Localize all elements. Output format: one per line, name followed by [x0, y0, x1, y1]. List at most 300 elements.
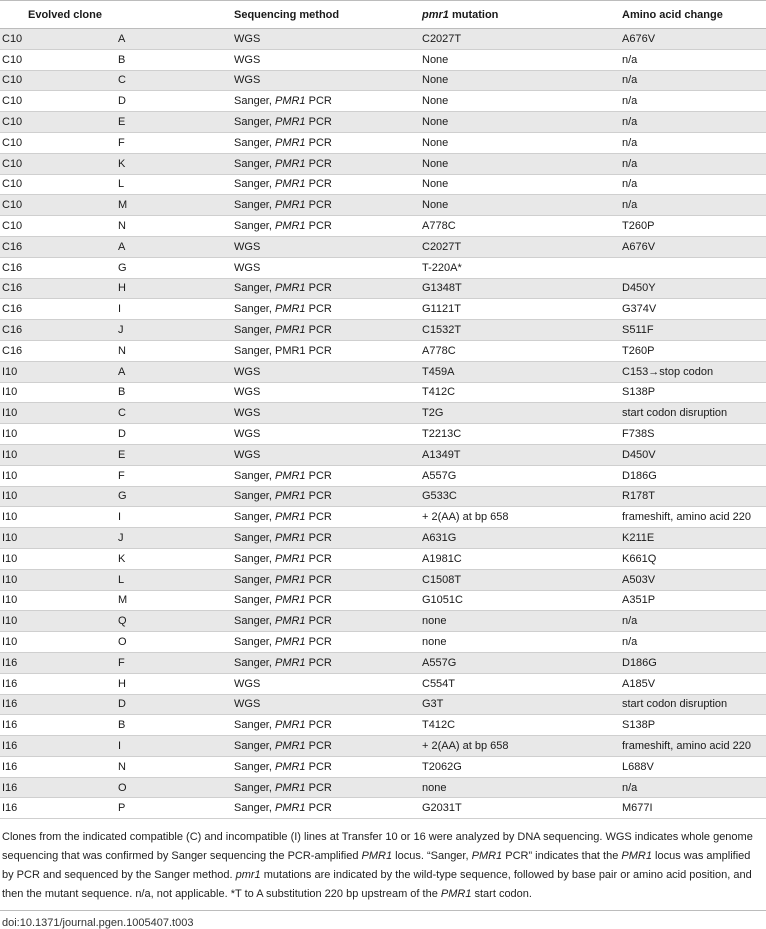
cell-pmr1-mutation: T412C	[418, 382, 618, 403]
cell-line: I10	[0, 361, 118, 382]
caption-segment: mutations are indicated by the wild-type sequence, followed by base pair or amino acid position, and then the mutant sequence. n/a, not applicable. *T to A substitution 220 bp upstream of the	[2, 869, 752, 901]
method-suffix: PCR	[305, 199, 332, 212]
cell-sequencing-method	[230, 632, 418, 653]
table-row	[0, 465, 766, 486]
cell-amino-acid-change: A676V	[618, 236, 766, 257]
method-suffix: PCR	[305, 573, 332, 586]
method-prefix: WGS	[234, 677, 261, 690]
cell-pmr1-mutation: G3T	[418, 694, 618, 715]
cell-amino-acid-change: n/a	[618, 632, 766, 653]
cell-amino-acid-change: C153→stop codon	[618, 361, 766, 382]
cell-sequencing-method	[230, 756, 418, 777]
cell-pmr1-mutation: G2031T	[418, 798, 618, 819]
method-gene-italic: PMR1	[274, 199, 306, 212]
cell-line: C10	[0, 29, 118, 50]
cell-pmr1-mutation: None	[418, 174, 618, 195]
method-prefix: Sanger,	[234, 324, 275, 337]
method-prefix: Sanger,	[234, 303, 275, 316]
cell-line: C10	[0, 216, 118, 237]
cell-line: I16	[0, 777, 118, 798]
cell-line: C16	[0, 340, 118, 361]
method-gene-italic: PMR1	[274, 781, 306, 794]
cell-amino-acid-change: n/a	[618, 91, 766, 112]
method-prefix: Sanger,	[234, 781, 275, 794]
method-suffix: PCR	[305, 615, 332, 628]
cell-amino-acid-change: T260P	[618, 216, 766, 237]
cell-amino-acid-change: A503V	[618, 569, 766, 590]
cell-amino-acid-change: frameshift, amino acid 220	[618, 507, 766, 528]
cell-pmr1-mutation: G1051C	[418, 590, 618, 611]
cell-line: C10	[0, 132, 118, 153]
method-suffix: PCR	[305, 594, 332, 607]
cell-pmr1-mutation: none	[418, 632, 618, 653]
cell-sequencing-method	[230, 528, 418, 549]
cell-sequencing-method	[230, 216, 418, 237]
method-gene-italic: PMR1	[274, 760, 306, 773]
method-prefix: WGS	[234, 698, 261, 711]
table-row	[0, 548, 766, 569]
method-suffix: PCR	[305, 739, 332, 752]
cell-clone: I	[118, 507, 230, 528]
method-suffix: PCR	[305, 324, 332, 337]
header-sequencing-method: Sequencing method	[230, 1, 418, 29]
cell-amino-acid-change: start codon disruption	[618, 694, 766, 715]
method-gene-italic: PMR1	[274, 324, 306, 337]
method-prefix: Sanger,	[234, 199, 275, 212]
method-prefix: Sanger,	[234, 95, 275, 108]
method-suffix: PCR	[305, 95, 332, 108]
table-row	[0, 112, 766, 133]
cell-pmr1-mutation: None	[418, 195, 618, 216]
cell-clone: A	[118, 29, 230, 50]
method-prefix: Sanger,	[234, 178, 275, 191]
cell-sequencing-method	[230, 361, 418, 382]
cell-sequencing-method	[230, 278, 418, 299]
table-row	[0, 257, 766, 278]
header-mutation-suffix: mutation	[448, 8, 499, 21]
table-row	[0, 195, 766, 216]
cell-pmr1-mutation: A1349T	[418, 444, 618, 465]
method-prefix: Sanger,	[234, 719, 275, 732]
cell-clone: O	[118, 777, 230, 798]
cell-sequencing-method	[230, 29, 418, 50]
cell-clone: I	[118, 299, 230, 320]
method-gene-italic: PMR1	[274, 594, 306, 607]
method-suffix: PCR	[305, 303, 332, 316]
method-suffix: PCR	[305, 116, 332, 129]
caption-segment: Clones from the indicated compatible (C) and incompatible (I) lines at Transfer 10 or 16 were analyzed by DNA sequencing. WGS indicates whole genome sequencing that was confirmed by Sanger sequencing the PCR-amplified	[2, 831, 753, 863]
cell-amino-acid-change: n/a	[618, 777, 766, 798]
cell-pmr1-mutation: A778C	[418, 216, 618, 237]
table-row	[0, 652, 766, 673]
method-gene-italic: PMR1	[274, 739, 306, 752]
cell-amino-acid-change: n/a	[618, 153, 766, 174]
method-suffix: PCR	[305, 532, 332, 545]
cell-line: I16	[0, 736, 118, 757]
cell-line: C16	[0, 320, 118, 341]
cell-sequencing-method	[230, 70, 418, 91]
cell-clone: J	[118, 320, 230, 341]
caption-italic-segment: PMR1	[621, 850, 652, 863]
cell-clone: D	[118, 694, 230, 715]
table-header-row	[0, 1, 766, 29]
cell-amino-acid-change: D186G	[618, 652, 766, 673]
cell-line: C10	[0, 91, 118, 112]
method-gene-italic: PMR1	[274, 719, 306, 732]
cell-pmr1-mutation: None	[418, 49, 618, 70]
cell-line: I16	[0, 798, 118, 819]
cell-clone: K	[118, 548, 230, 569]
table-row	[0, 528, 766, 549]
cell-clone: E	[118, 112, 230, 133]
table-row	[0, 299, 766, 320]
cell-pmr1-mutation: none	[418, 611, 618, 632]
method-gene-italic: PMR1	[274, 615, 306, 628]
cell-pmr1-mutation: G533C	[418, 486, 618, 507]
cell-line: I10	[0, 528, 118, 549]
cell-clone: M	[118, 195, 230, 216]
table-row	[0, 632, 766, 653]
table-row	[0, 236, 766, 257]
cell-pmr1-mutation: None	[418, 153, 618, 174]
cell-amino-acid-change: n/a	[618, 112, 766, 133]
method-gene-italic: PMR1	[274, 802, 306, 815]
cell-amino-acid-change: S138P	[618, 382, 766, 403]
table-row	[0, 611, 766, 632]
cell-line: I16	[0, 715, 118, 736]
cell-amino-acid-change	[618, 257, 766, 278]
cell-line: C10	[0, 153, 118, 174]
method-prefix: Sanger,	[234, 573, 275, 586]
cell-line: C10	[0, 70, 118, 91]
cell-line: C16	[0, 299, 118, 320]
cell-clone: G	[118, 257, 230, 278]
cell-amino-acid-change: R178T	[618, 486, 766, 507]
header-pmr1-mutation	[418, 1, 618, 29]
cell-clone: H	[118, 278, 230, 299]
cell-pmr1-mutation: None	[418, 70, 618, 91]
cell-pmr1-mutation: T2062G	[418, 756, 618, 777]
table-row	[0, 569, 766, 590]
table-row	[0, 444, 766, 465]
cell-clone: C	[118, 403, 230, 424]
cell-sequencing-method	[230, 736, 418, 757]
method-gene-italic: PMR1	[274, 656, 306, 669]
table-row	[0, 70, 766, 91]
method-prefix: Sanger,	[234, 116, 275, 129]
cell-amino-acid-change: D450Y	[618, 278, 766, 299]
cell-clone: F	[118, 652, 230, 673]
cell-sequencing-method	[230, 132, 418, 153]
table-row	[0, 174, 766, 195]
caption-segment: locus. “Sanger,	[392, 850, 472, 863]
cell-line: C16	[0, 236, 118, 257]
method-gene-italic: PMR1	[274, 573, 306, 586]
cell-sequencing-method	[230, 424, 418, 445]
cell-clone: A	[118, 361, 230, 382]
cell-pmr1-mutation: G1121T	[418, 299, 618, 320]
cell-clone: L	[118, 174, 230, 195]
method-prefix: WGS	[234, 386, 261, 399]
cell-clone: Q	[118, 611, 230, 632]
cell-line: C16	[0, 278, 118, 299]
cell-sequencing-method	[230, 694, 418, 715]
method-gene-italic: PMR1	[274, 157, 306, 170]
cell-amino-acid-change: n/a	[618, 195, 766, 216]
cell-clone: D	[118, 91, 230, 112]
method-gene-italic: PMR1	[274, 469, 306, 482]
cell-sequencing-method	[230, 195, 418, 216]
cell-clone: L	[118, 569, 230, 590]
method-gene-italic: PMR1	[274, 220, 306, 233]
method-prefix: Sanger, PMR1 PCR	[234, 344, 332, 357]
method-prefix: WGS	[234, 53, 261, 66]
method-prefix: WGS	[234, 240, 261, 253]
method-prefix: Sanger,	[234, 469, 275, 482]
table-row	[0, 320, 766, 341]
cell-amino-acid-change: A185V	[618, 673, 766, 694]
caption-italic-segment: PMR1	[361, 850, 393, 863]
method-prefix: Sanger,	[234, 594, 275, 607]
cell-sequencing-method	[230, 112, 418, 133]
caption-segment: start codon.	[471, 888, 532, 901]
cell-sequencing-method	[230, 444, 418, 465]
cell-pmr1-mutation: none	[418, 777, 618, 798]
cell-pmr1-mutation: A778C	[418, 340, 618, 361]
cell-pmr1-mutation: + 2(AA) at bp 658	[418, 507, 618, 528]
cell-amino-acid-change: start codon disruption	[618, 403, 766, 424]
cell-pmr1-mutation: A1981C	[418, 548, 618, 569]
cell-sequencing-method	[230, 507, 418, 528]
method-suffix: PCR	[305, 636, 332, 648]
table-row	[0, 403, 766, 424]
cell-sequencing-method	[230, 569, 418, 590]
cell-line: C16	[0, 257, 118, 278]
cell-clone: N	[118, 756, 230, 777]
cell-line: I10	[0, 403, 118, 424]
table-row	[0, 486, 766, 507]
method-gene-italic: PMR1	[274, 552, 306, 565]
method-prefix: Sanger,	[234, 552, 275, 565]
cell-clone: N	[118, 340, 230, 361]
caption-segment: PCR” indicates that the	[502, 850, 622, 863]
cell-line: I10	[0, 486, 118, 507]
cell-line: I10	[0, 444, 118, 465]
method-suffix: PCR	[305, 220, 332, 233]
table-caption	[0, 828, 766, 904]
cell-clone: B	[118, 715, 230, 736]
cell-sequencing-method	[230, 320, 418, 341]
cell-clone: F	[118, 132, 230, 153]
cell-line: I10	[0, 632, 118, 653]
method-prefix: Sanger,	[234, 636, 275, 648]
cell-line: I10	[0, 611, 118, 632]
table-row	[0, 673, 766, 694]
cell-sequencing-method	[230, 590, 418, 611]
cell-sequencing-method	[230, 236, 418, 257]
method-prefix: WGS	[234, 74, 261, 87]
cell-pmr1-mutation: C1508T	[418, 569, 618, 590]
cell-clone: P	[118, 798, 230, 819]
cell-sequencing-method	[230, 174, 418, 195]
method-suffix: PCR	[305, 178, 332, 191]
cell-sequencing-method	[230, 257, 418, 278]
method-prefix: Sanger,	[234, 656, 275, 669]
method-suffix: PCR	[305, 781, 332, 794]
method-suffix: PCR	[305, 719, 332, 732]
method-suffix: PCR	[305, 469, 332, 482]
cell-sequencing-method	[230, 486, 418, 507]
table-row	[0, 340, 766, 361]
cell-sequencing-method	[230, 548, 418, 569]
cell-pmr1-mutation: C1532T	[418, 320, 618, 341]
method-prefix: Sanger,	[234, 532, 275, 545]
cell-clone: K	[118, 153, 230, 174]
method-gene-italic: PMR1	[274, 490, 306, 503]
cell-line: C10	[0, 174, 118, 195]
method-gene-italic: PMR1	[274, 116, 306, 129]
method-gene-italic: PMR1	[274, 136, 306, 149]
cell-pmr1-mutation: T-220A*	[418, 257, 618, 278]
header-amino-acid-change: Amino acid change	[618, 1, 766, 29]
cell-sequencing-method	[230, 652, 418, 673]
cell-sequencing-method	[230, 49, 418, 70]
method-prefix: WGS	[234, 448, 261, 461]
cell-sequencing-method	[230, 153, 418, 174]
method-prefix: Sanger,	[234, 615, 275, 628]
cell-pmr1-mutation: A557G	[418, 465, 618, 486]
method-suffix: PCR	[305, 802, 332, 815]
table-row	[0, 507, 766, 528]
cell-pmr1-mutation: T459A	[418, 361, 618, 382]
method-suffix: PCR	[305, 760, 332, 773]
cell-amino-acid-change: M677I	[618, 798, 766, 819]
cell-clone: B	[118, 382, 230, 403]
table-row	[0, 756, 766, 777]
cell-pmr1-mutation: T2G	[418, 403, 618, 424]
method-gene-italic: PMR1	[274, 95, 306, 108]
method-suffix: PCR	[305, 656, 332, 669]
caption-italic-segment: pmr1	[235, 869, 261, 882]
cell-sequencing-method	[230, 299, 418, 320]
cell-amino-acid-change: n/a	[618, 132, 766, 153]
cell-line: C10	[0, 195, 118, 216]
cell-clone: G	[118, 486, 230, 507]
cell-pmr1-mutation: C2027T	[418, 29, 618, 50]
cell-sequencing-method	[230, 91, 418, 112]
table-row	[0, 29, 766, 50]
cell-line: I16	[0, 652, 118, 673]
method-prefix: Sanger,	[234, 802, 275, 815]
cell-clone: A	[118, 236, 230, 257]
cell-amino-acid-change: L688V	[618, 756, 766, 777]
cell-clone: J	[118, 528, 230, 549]
method-prefix: Sanger,	[234, 157, 275, 170]
cell-amino-acid-change: A676V	[618, 29, 766, 50]
method-prefix: Sanger,	[234, 220, 275, 233]
method-gene-italic: PMR1	[274, 511, 306, 524]
header-spacer	[118, 1, 230, 29]
table-row	[0, 216, 766, 237]
method-gene-italic: PMR1	[274, 532, 306, 545]
cell-amino-acid-change: D450V	[618, 444, 766, 465]
cell-clone: E	[118, 444, 230, 465]
cell-clone: N	[118, 216, 230, 237]
cell-sequencing-method	[230, 403, 418, 424]
cell-sequencing-method	[230, 340, 418, 361]
cell-amino-acid-change: K661Q	[618, 548, 766, 569]
caption-italic-segment: PMR1	[440, 888, 472, 901]
cell-pmr1-mutation: A631G	[418, 528, 618, 549]
method-prefix: WGS	[234, 365, 261, 378]
method-gene-italic: PMR1	[274, 282, 306, 295]
cell-line: I16	[0, 756, 118, 777]
cell-pmr1-mutation: None	[418, 132, 618, 153]
cell-pmr1-mutation: A557G	[418, 652, 618, 673]
cell-line: I10	[0, 590, 118, 611]
table-row	[0, 132, 766, 153]
table-row	[0, 361, 766, 382]
cell-amino-acid-change: F738S	[618, 424, 766, 445]
cell-amino-acid-change: n/a	[618, 49, 766, 70]
table-row	[0, 91, 766, 112]
cell-amino-acid-change: n/a	[618, 174, 766, 195]
method-suffix: PCR	[305, 490, 332, 503]
cell-line: I10	[0, 424, 118, 445]
cell-line: C10	[0, 49, 118, 70]
cell-sequencing-method	[230, 715, 418, 736]
cell-clone: O	[118, 632, 230, 653]
cell-amino-acid-change: T260P	[618, 340, 766, 361]
table-body	[0, 29, 766, 819]
cell-amino-acid-change: frameshift, amino acid 220	[618, 736, 766, 757]
cell-amino-acid-change: S138P	[618, 715, 766, 736]
cell-clone: I	[118, 736, 230, 757]
cell-sequencing-method	[230, 382, 418, 403]
table-row	[0, 736, 766, 757]
method-prefix: Sanger,	[234, 282, 275, 295]
method-prefix: Sanger,	[234, 760, 275, 773]
cell-clone: F	[118, 465, 230, 486]
cell-pmr1-mutation: None	[418, 91, 618, 112]
method-prefix: WGS	[234, 261, 261, 274]
cell-sequencing-method	[230, 673, 418, 694]
method-prefix: Sanger,	[234, 136, 275, 149]
table-row	[0, 777, 766, 798]
cell-amino-acid-change: A351P	[618, 590, 766, 611]
table-row	[0, 715, 766, 736]
cell-line: I10	[0, 569, 118, 590]
cell-amino-acid-change: K211E	[618, 528, 766, 549]
cell-line: I10	[0, 548, 118, 569]
table-row	[0, 424, 766, 445]
cell-pmr1-mutation: G1348T	[418, 278, 618, 299]
cell-pmr1-mutation: None	[418, 112, 618, 133]
method-prefix: WGS	[234, 407, 261, 420]
cell-line: I16	[0, 673, 118, 694]
method-prefix: Sanger,	[234, 511, 275, 524]
method-suffix: PCR	[305, 552, 332, 565]
method-suffix: PCR	[305, 282, 332, 295]
method-prefix: Sanger,	[234, 490, 275, 503]
cell-clone: C	[118, 70, 230, 91]
cell-sequencing-method	[230, 611, 418, 632]
cell-pmr1-mutation: T2213C	[418, 424, 618, 445]
cell-amino-acid-change: n/a	[618, 611, 766, 632]
cell-pmr1-mutation: C554T	[418, 673, 618, 694]
cell-amino-acid-change: n/a	[618, 70, 766, 91]
method-prefix: WGS	[234, 428, 261, 441]
